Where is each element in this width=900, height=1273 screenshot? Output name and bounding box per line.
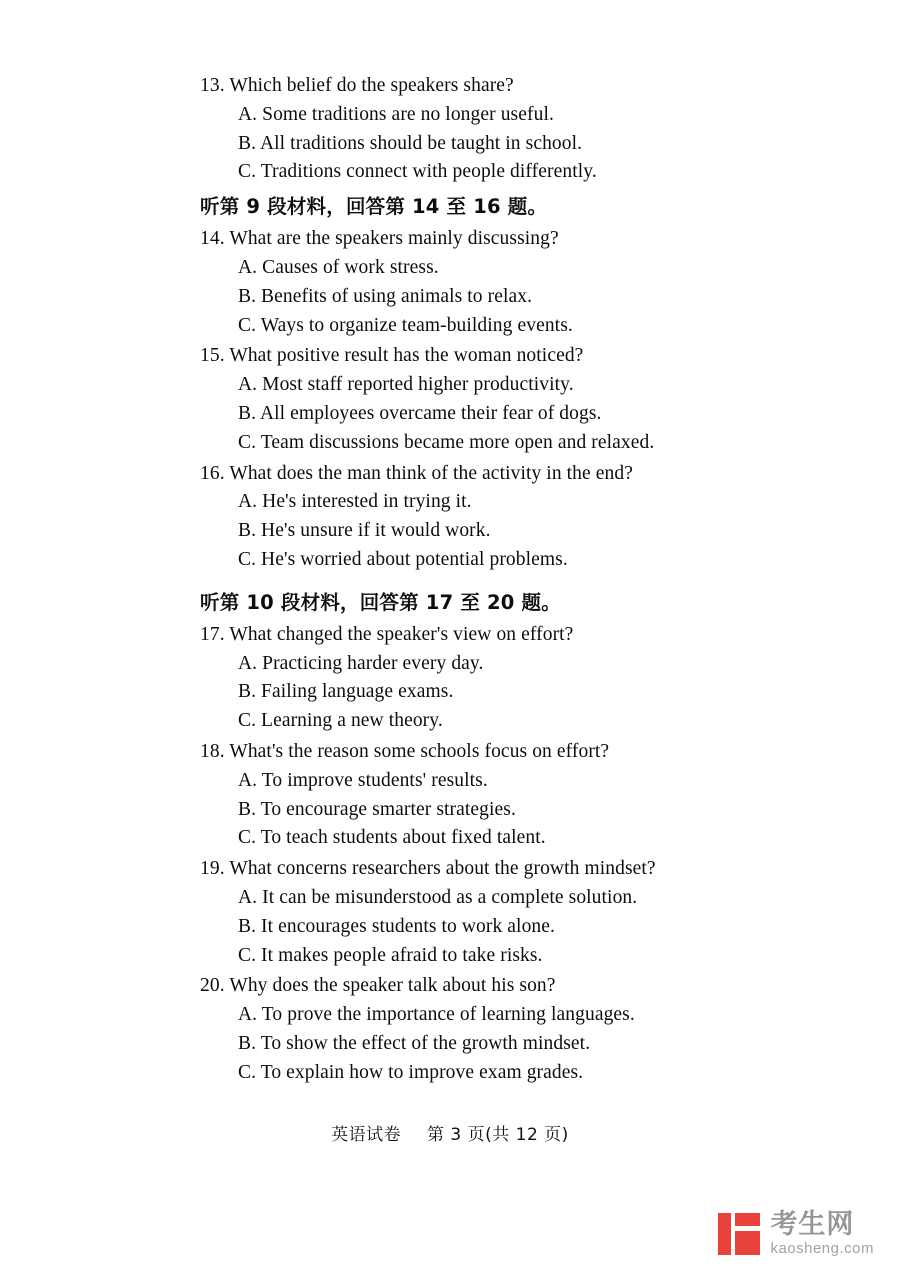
question-number: 15. (200, 345, 225, 367)
question-option: C. Ways to organize team-building events. (238, 314, 573, 336)
question-option: B. All traditions should be taught in school. (238, 132, 583, 154)
question-number: 20. (200, 975, 225, 997)
question-column (200, 72, 760, 1090)
question-option: C. To teach students about fixed talent. (238, 827, 546, 849)
question-stem (200, 855, 760, 884)
question-stem (200, 72, 760, 101)
question-block (200, 855, 760, 970)
question-text: What concerns researchers about the growth mindset? (229, 858, 656, 880)
question-option: A. Practicing harder every day. (238, 652, 484, 674)
question-option: B. Failing language exams. (238, 681, 454, 703)
question-stem (200, 738, 760, 767)
footer-page-number: 第 3 页(共 12 页) (426, 1125, 569, 1145)
question-option: B. To show the effect of the growth mindset. (238, 1032, 591, 1054)
kaosheng-logo-icon (718, 1213, 760, 1255)
question-option: C. To explain how to improve exam grades. (238, 1061, 584, 1083)
question-text: Why does the speaker talk about his son? (229, 975, 556, 997)
question-stem (200, 621, 760, 650)
question-option: B. Benefits of using animals to relax. (238, 285, 533, 307)
question-option: A. Causes of work stress. (238, 256, 439, 278)
question-block (200, 460, 760, 575)
question-option: A. To improve students' results. (238, 769, 488, 791)
question-stem (200, 972, 760, 1001)
question-option: A. To prove the importance of learning languages. (238, 1004, 635, 1026)
question-number: 18. (200, 740, 225, 762)
question-number: 13. (200, 75, 225, 96)
question-text: Which belief do the speakers share? (229, 75, 514, 96)
question-option: A. Most staff reported higher productivity. (238, 374, 574, 396)
question-stem (200, 225, 760, 254)
question-number: 17. (200, 623, 225, 645)
page-footer (0, 1120, 900, 1145)
question-option: C. Traditions connect with people differently. (238, 161, 597, 183)
watermark-name-cn: 考生网 (770, 1208, 855, 1240)
question-option: A. Some traditions are no longer useful. (238, 103, 554, 125)
question-number: 19. (200, 858, 225, 880)
question-block (200, 972, 760, 1087)
question-option: C. He's worried about potential problems. (238, 548, 568, 570)
question-block (200, 72, 760, 187)
question-option: B. He's unsure if it would work. (238, 520, 491, 542)
question-option: C. Learning a new theory. (238, 710, 443, 732)
question-stem (200, 460, 760, 489)
question-number: 16. (200, 462, 225, 484)
question-text: What positive result has the woman noticed? (229, 345, 584, 367)
question-option: C. Team discussions became more open and relaxed. (238, 431, 655, 453)
question-option: B. All employees overcame their fear of dogs. (238, 402, 602, 424)
question-option: A. He's interested in trying it. (238, 491, 472, 513)
question-block (200, 342, 760, 457)
watermark-text (770, 1208, 874, 1258)
question-text: What are the speakers mainly discussing? (229, 228, 559, 250)
listening-direction-section-9: 听第 9 段材料，回答第 14 至 16 题。 (200, 195, 548, 219)
question-text: What changed the speaker's view on effort? (229, 623, 574, 645)
question-option: B. It encourages students to work alone. (238, 915, 556, 937)
footer-subject: 英语试卷 (331, 1125, 402, 1145)
question-block (200, 225, 760, 340)
question-text: What does the man think of the activity in the end? (229, 462, 633, 484)
question-option: C. It makes people afraid to take risks. (238, 944, 543, 966)
listening-direction-section-10: 听第 10 段材料，回答第 17 至 20 题。 (200, 590, 561, 614)
watermark-name-en: kaosheng.com (770, 1240, 874, 1258)
question-block (200, 738, 760, 853)
watermark (718, 1208, 874, 1258)
question-text: What's the reason some schools focus on effort? (229, 740, 610, 762)
question-option: A. It can be misunderstood as a complete solution. (238, 886, 638, 908)
question-block (200, 621, 760, 736)
question-number: 14. (200, 228, 225, 250)
question-stem (200, 342, 760, 371)
question-option: B. To encourage smarter strategies. (238, 798, 516, 820)
